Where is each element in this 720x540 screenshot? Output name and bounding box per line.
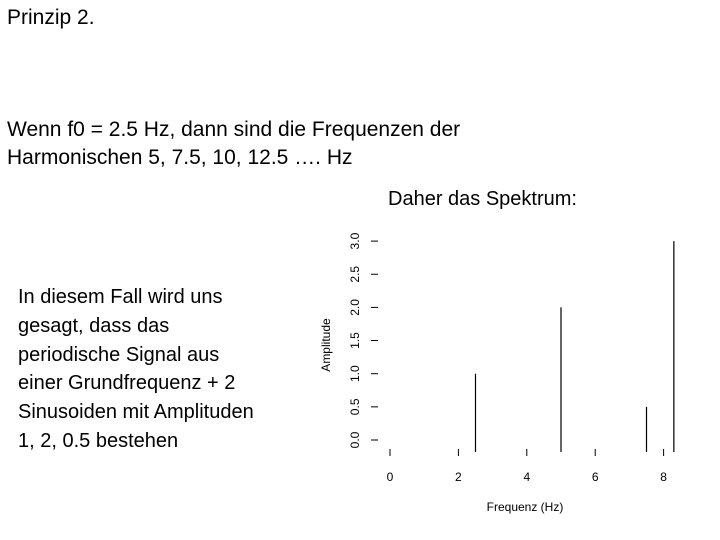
note-line: einer Grundfrequenz + 2 (18, 372, 236, 395)
x-axis-label: Frequenz (Hz) (486, 500, 564, 514)
note-line: In diesem Fall wird uns (18, 286, 223, 308)
y-tick-label: 0.0 (348, 431, 362, 449)
x-tick-label: 2 (455, 470, 462, 484)
y-axis-label: Amplitude (319, 318, 333, 372)
x-tick-label: 8 (660, 470, 667, 484)
x-tick-label: 0 (386, 470, 394, 484)
y-tick-label: 1.5 (348, 332, 362, 349)
y-tick-label: 2.5 (348, 265, 362, 283)
slide-title: Prinzip 2. (7, 6, 95, 29)
spectrum-lines (476, 241, 674, 452)
intro-line: Harmonischen 5, 7.5, 10, 12.5 …. Hz (7, 146, 353, 169)
note-line: gesagt, dass das (18, 314, 170, 337)
y-tick-label: 3.0 (348, 232, 362, 250)
y-tick-label: 1.0 (348, 365, 362, 383)
note-line: periodische Signal aus (18, 343, 220, 366)
x-tick-label: 4 (523, 470, 531, 484)
note-line: 1, 2, 0.5 bestehen (18, 429, 179, 452)
note-line: Sinusoiden mit Amplituden (18, 401, 254, 424)
x-axis (387, 449, 668, 484)
spectrum-caption: Daher das Spektrum: (388, 188, 577, 210)
x-tick-label: 6 (591, 470, 599, 484)
y-tick-label: 0.5 (348, 398, 362, 416)
y-axis (348, 232, 378, 448)
y-tick-label: 2.0 (348, 299, 362, 316)
intro-line: Wenn f0 = 2.5 Hz, dann sind die Frequenzen der (7, 118, 461, 141)
